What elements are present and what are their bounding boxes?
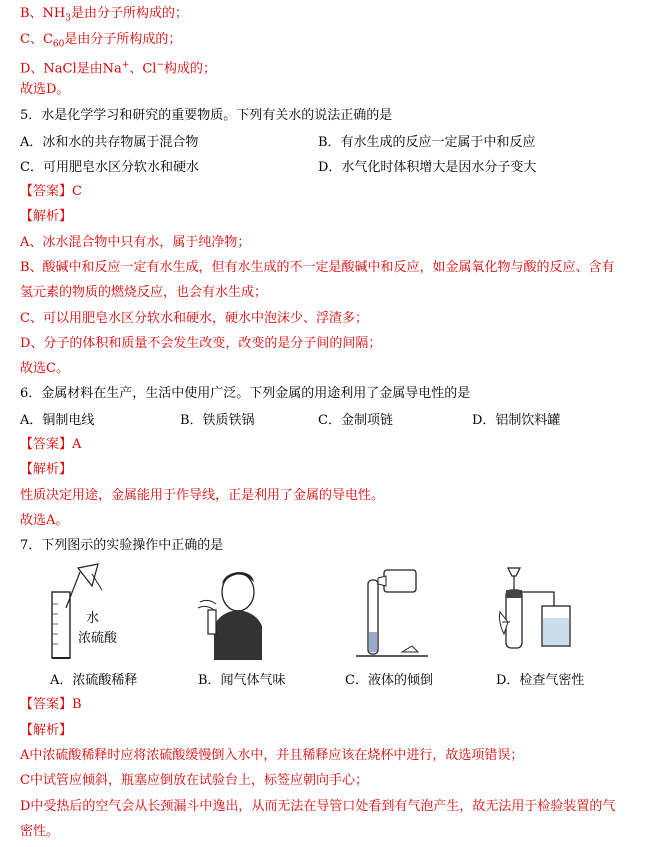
q6-option-a: A．铜制电线 (20, 413, 95, 428)
figure-a-acid-dilution (40, 562, 140, 662)
q5-analysis-line: A、冰水混合物中只有水，属于纯净物； (20, 235, 251, 250)
q7-caption-a: A．浓硫酸稀释 (50, 673, 138, 688)
q5-option-a: A．冰和水的共存物属于混合物 (20, 135, 199, 150)
q6-conclusion: 故选A。 (20, 513, 69, 528)
q7-caption-d: D．检查气密性 (496, 673, 585, 688)
q5-analysis-line: C、可以用肥皂水区分软水和硬水，硬水中泡沫少、浮渣多； (20, 311, 368, 326)
q7-caption-b: B．闻气体气味 (198, 673, 286, 688)
analysis-line-c: C、$C_{60}$是由分子所构成的； (20, 32, 182, 50)
figure-a-label-acid: 浓硫酸 (78, 631, 118, 646)
conclusion-q4: 故选D。 (20, 82, 70, 97)
q7-stem: 7．下列图示的实验操作中正确的是 (20, 538, 224, 553)
q6-option-c: C．金制项链 (318, 413, 393, 428)
q5-analysis-line: 氢元素的物质的燃烧反应，也会有水生成； (20, 285, 268, 300)
figure-d-airtightness (496, 562, 586, 662)
q5-stem: 5．水是化学学习和研究的重要物质。下列有关水的说法正确的是 (20, 108, 393, 123)
q5-option-d: D．水气化时体积增大是因水分子变大 (318, 160, 537, 175)
analysis-line-b: B、$NH_3$是由分子所构成的； (20, 6, 189, 24)
q6-analysis-title: 【解析】 (20, 462, 73, 477)
q7-caption-c: C．液体的倾倒 (345, 673, 433, 688)
q7-analysis-title: 【解析】 (20, 723, 73, 738)
q6-option-b: B．铁质铁锅 (180, 413, 255, 428)
q6-option-d: D．铝制饮料罐 (472, 413, 561, 428)
q6-stem: 6．金属材料在生产，生活中使用广泛。下列金属的用途利用了金属导电性的是 (20, 386, 471, 401)
q5-analysis-title: 【解析】 (20, 209, 73, 224)
q7-analysis-line: C中试管应倾斜，瓶塞应倒放在试验台上，标签应朝向手心； (20, 773, 368, 788)
analysis-line-d: D、NaCl是由Na+、Cl−构成的； (20, 60, 216, 77)
q7-analysis-line: 密性。 (20, 824, 60, 839)
figure-a-label-water: 水 (86, 611, 100, 626)
figure-b-smell-gas (192, 566, 272, 662)
q7-analysis-line: D中受热后的空气会从长颈漏斗中逸出，从而无法在导管口处看到有气泡产生，故无法用于检验装置的气 (20, 799, 616, 814)
q5-analysis-line: D、分子的体积和质量不会发生改变，改变的是分子间的间隔； (20, 336, 382, 351)
q6-answer: 【答案】A (20, 437, 82, 452)
q7-answer: 【答案】B (20, 697, 82, 712)
figure-c-pour-liquid (352, 566, 432, 662)
q5-option-b: B．有水生成的反应一定属于中和反应 (318, 135, 536, 150)
q5-option-c: C．可用肥皂水区分软水和硬水 (20, 160, 199, 175)
q5-analysis-line: B、酸碱中和反应一定有水生成，但有水生成的不一定是酸碱中和反应，如金属氧化物与酸的反应、含有 (20, 260, 615, 275)
q7-analysis-line: A中浓硫酸稀释时应将浓硫酸缓慢倒入水中，并且稀释应该在烧杯中进行，故选项错误； (20, 748, 524, 763)
q5-conclusion: 故选C。 (20, 361, 69, 376)
q5-answer: 【答案】C (20, 184, 82, 199)
q6-analysis-line: 性质决定用途，金属能用于作导线，正是利用了金属的导电性。 (20, 488, 385, 503)
